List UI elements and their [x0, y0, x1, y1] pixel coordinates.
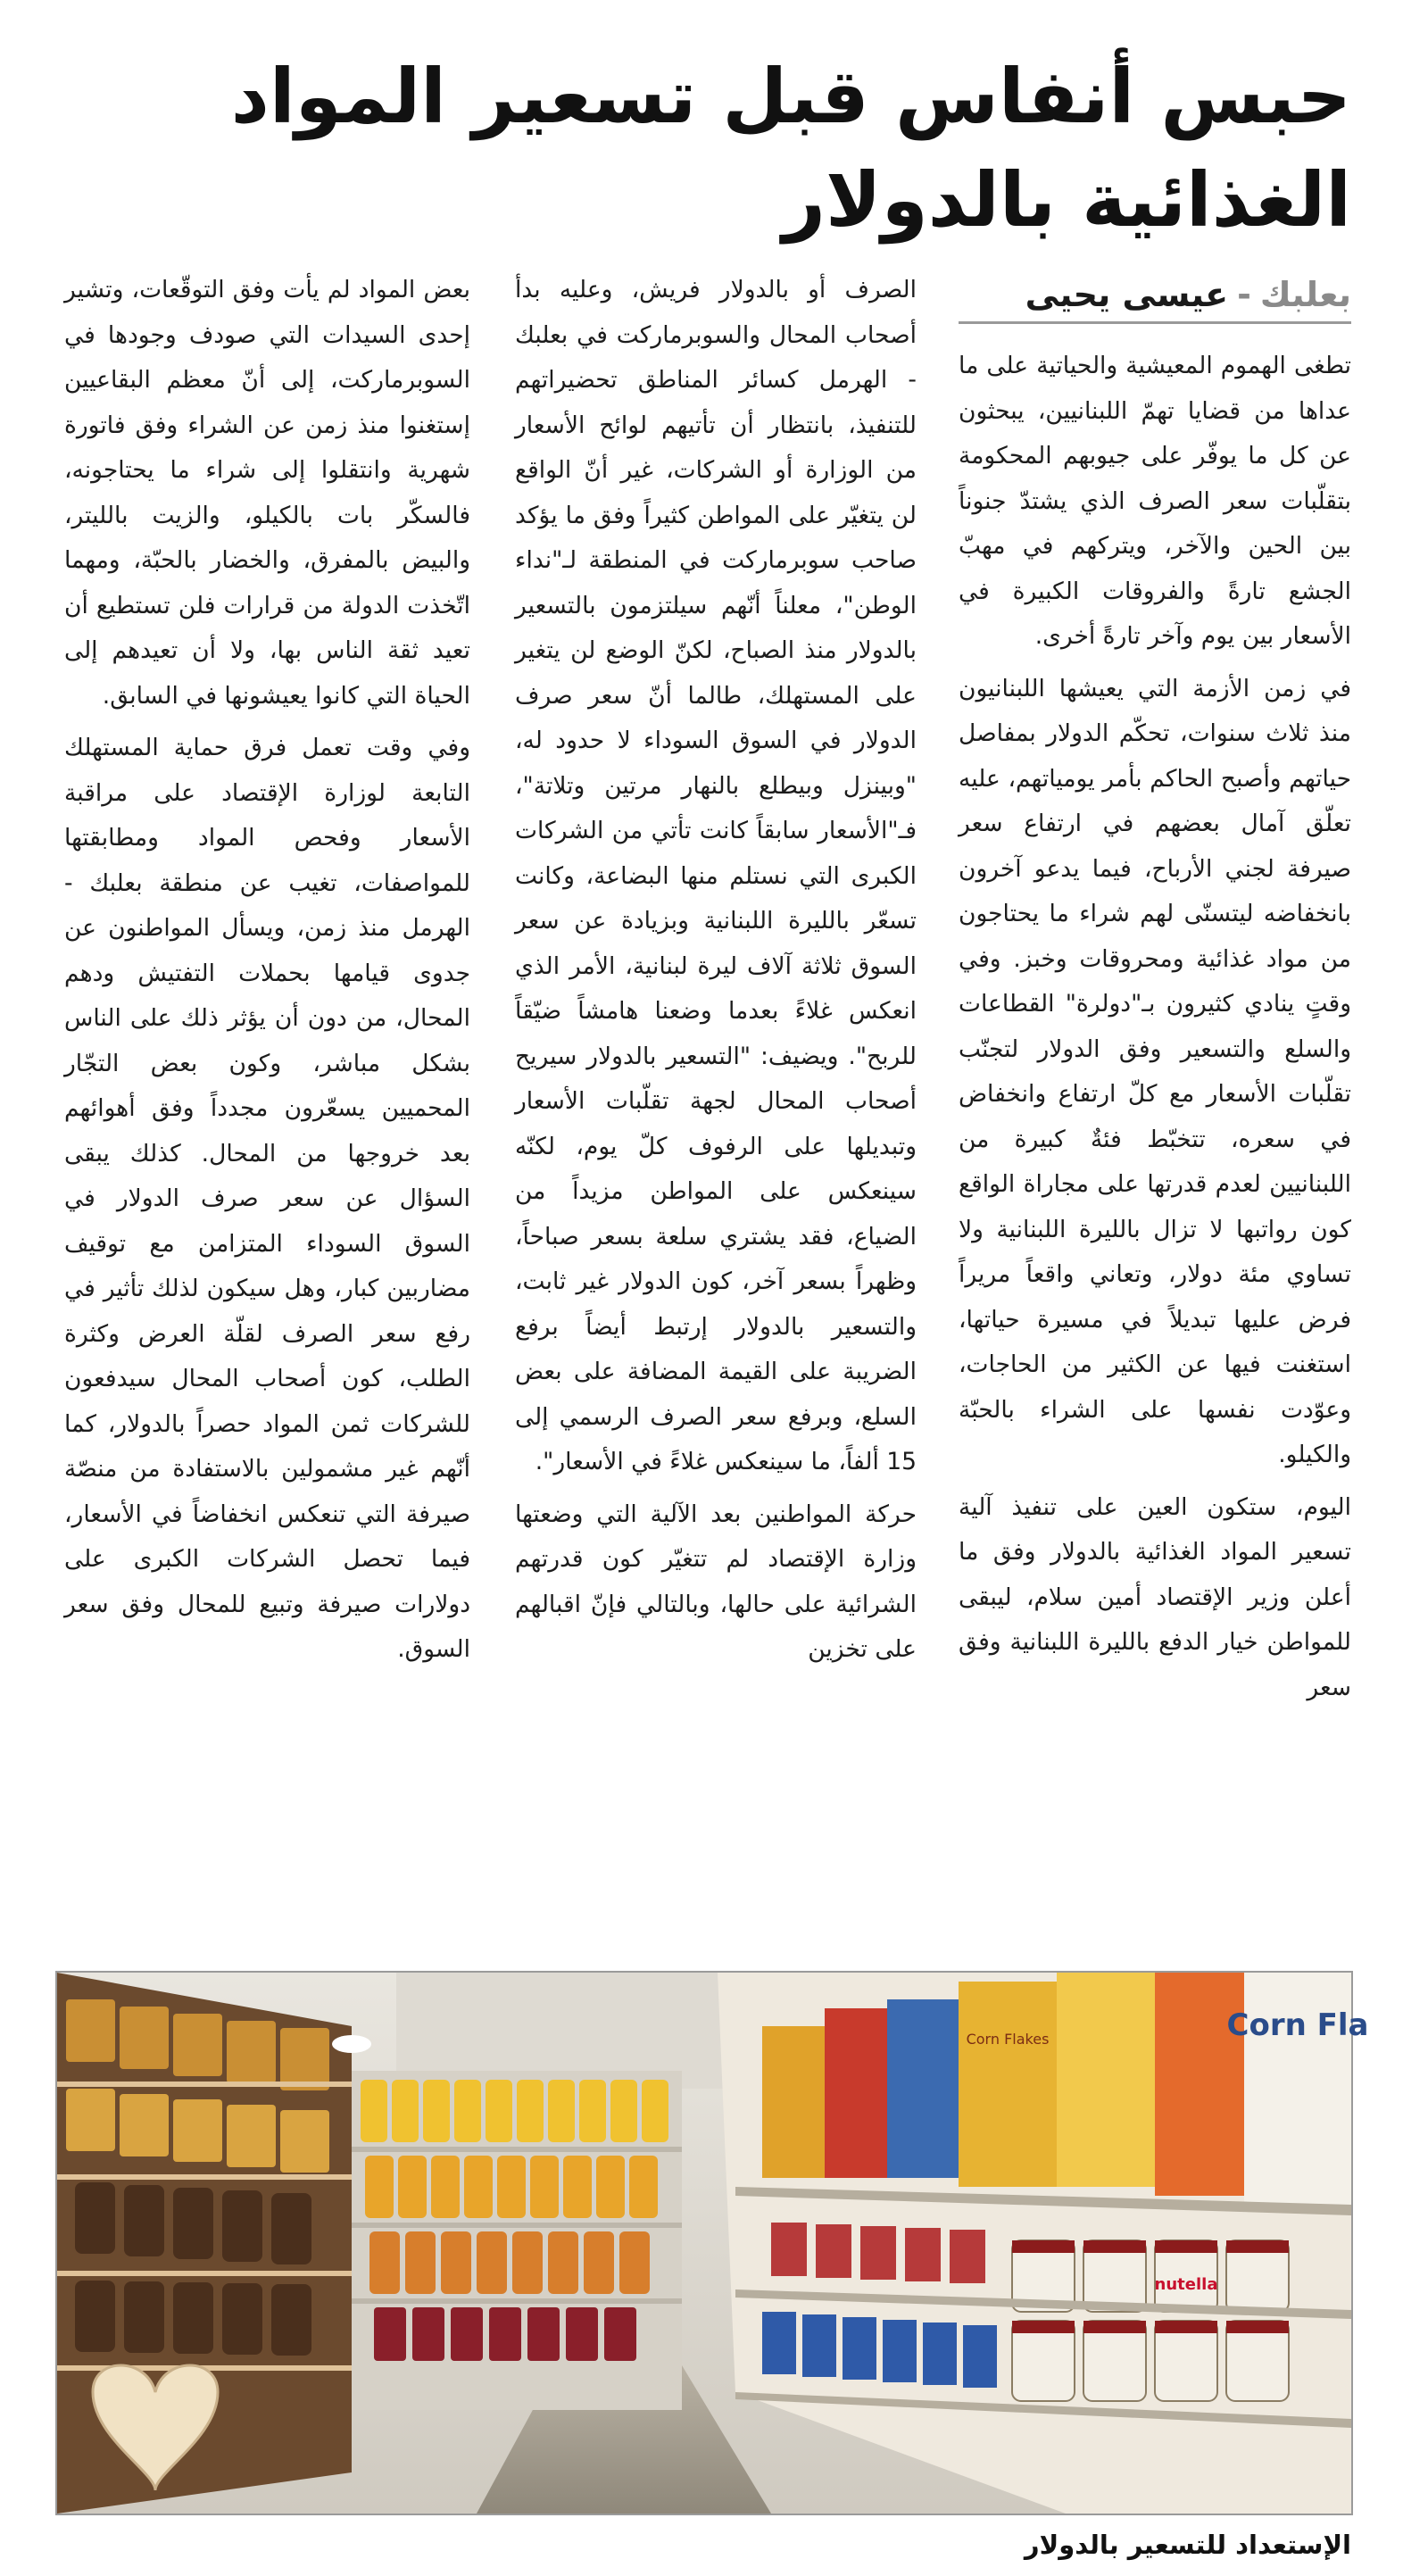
paragraph: تطغى الهموم المعيشية والحياتية على ما عداها من قضايا تهمّ اللبنانيين، يبحثون عن كل ما يوفّر على جيوبهم المحكومة بتقلّبات سعر الصرف الذي يشتدّ جنوناً بين الحين والآخر، ويتركهم في مهبّ الجشع تارةً والفروقات الكبيرة في الأسعار بين يوم وآخر تارةً أخرى. — [959, 352, 1351, 650]
article-column-3 — [64, 268, 470, 1932]
byline-separator: - — [1237, 275, 1251, 314]
article-column-1 — [959, 344, 1351, 1932]
supermarket-photo — [55, 1971, 1369, 2515]
byline — [959, 268, 1351, 324]
headline-line-2: الغذائية بالدولار — [782, 156, 1351, 244]
paragraph: الصرف أو بالدولار فريش، وعليه بدأ أصحاب المحال والسوبرماركت في بعلبك - الهرمل كسائر المناطق تحضيراتهم للتنفيذ، بانتظار أن تأتيهم لوائح الأسعار من الوزارة أو الشركات، غير أنّ الواقع لن يتغيّر على المواطن كثيراً وفق ما يؤكد صاحب سوبرماركت في المنطقة لـ"نداء الوطن"، معلناً أنّهم سيلتزمون بالتسعير بالدولار منذ الصباح، لكنّ الوضع لن يتغير على المستهلك، طالما أنّ سعر صرف الدولار في السوق السوداء لا حدود له، "وبينزل وبيطلع بالنهار مرتين وتلاتة"، فـ"الأسعار سابقاً كانت تأتي من الشركات الكبرى التي نستلم منها البضاعة، وكانت تسعّر بالليرة اللبنانية وبزيادة عن سعر السوق ثلاثة آلاف ليرة لبنانية، الأمر الذي انعكس غلاءً بعدما وضعنا هامشاً ضيّقاً للربح". ويضيف: "التسعير بالدولار سيريح أصحاب المحال لجهة تقلّبات الأسعار وتبديلها على الرفوف كلّ يوم، لكنّه سينعكس على المواطن مزيداً من الضياع، فقد يشتري سلعة بسعر صباحاً، وظهراً بسعر آخر، كون الدولار غير ثابت، والتسعير بالدولار إرتبط أيضاً برفع الضريبة على القيمة المضافة على بعض السلع، وبرفع سعر الصرف الرسمي إلى 15 ألفاً، ما سينعكس غلاءً في الأسعار". — [515, 276, 917, 1475]
paragraph: بعض المواد لم يأت وفق التوقّعات، وتشير إحدى السيدات التي صودف وجودها في السوبرماركت، إلى أنّ معظم البقاعيين إستغنوا منذ زمن عن الشراء وفق فاتورة شهرية وانتقلوا إلى شراء ما يحتاجونه، فالسكّر بات بالكيلو، والزيت بالليتر، والبيض بالمفرق، والخضار بالحبّة، ومهما اتّخذت الدولة من قرارات فلن تستطيع أن تعيد ثقة الناس بها، ولا أن تعيدهم إلى الحياة التي كانوا يعيشونها في السابق. — [64, 276, 470, 710]
paragraph: في زمن الأزمة التي يعيشها اللبنانيون منذ ثلاث سنوات، تحكّم الدولار بمفاصل حياتهم وأصبح الحاكم بأمر يومياتهم، عليه تعلّق آمال بعضهم في ارتفاع سعر صيرفة لجني الأرباح، فيما يدعو آخرون بانخفاضه ليتسنّى لهم شراء ما يحتاجون من مواد غذائية ومحروقات وخبز. وفي وقتٍ ينادي كثيرون بـ"دولرة" القطاعات والسلع والتسعير وفق الدولار لتجنّب تقلّبات الأسعار مع كلّ ارتفاع وانخفاض في سعره، تتخبّط فئةٌ كبيرة من اللبنانيين لعدم قدرتها على مجاراة الواقع كون رواتبها لا تزال بالليرة اللبنانية ولا تساوي مئة دولار، وتعاني واقعاً مريراً فرض عليها تبديلاً في مسيرة حياتها، استغنت فيها عن الكثير من الحاجات، وعوّدت نفسها على الشراء بالحبّة والكيلو. — [959, 674, 1351, 1468]
photo-caption: الإستعداد للتسعير بالدولار — [1024, 2530, 1351, 2560]
byline-place: بعلبك — [1259, 275, 1351, 314]
byline-author: عيسى يحيى — [1025, 275, 1229, 314]
headline-line-1: حبس أنفاس قبل تسعير المواد — [230, 53, 1351, 140]
supermarket-aisle-illustration — [57, 1973, 1369, 2514]
paragraph: حركة المواطنين بعد الآلية التي وضعتها وزارة الإقتصاد لم تتغيّر كون قدرتهم الشرائية على حالها، وبالتالي فإنّ اقبالهم على تخزين — [515, 1500, 917, 1663]
paragraph: وفي وقت تعمل فرق حماية المستهلك التابعة لوزارة الإقتصاد على مراقبة الأسعار وفحص المواد ومطابقتها للمواصفات، تغيب عن منطقة بعلبك - الهرمل منذ زمن، ويسأل المواطنون عن جدوى قيامها بحملات التفتيش ودهم المحال، من دون أن يؤثر ذلك على الناس بشكل مباشر، وكون بعض التجّار المحميين يسعّرون مجدداً وفق أهوائهم بعد خروجها من المحال. كذلك يبقى السؤال عن سعر صرف الدولار في السوق السوداء المتزامن مع توقيف مضاربين كبار، وهل سيكون لذلك تأثير في رفع سعر الصرف لقلّة العرض وكثرة الطلب، كون أصحاب المحال سيدفعون للشركات ثمن المواد حصراً بالدولار، كما أنّهم غير مشمولين بالاستفادة من منصّة صيرفة التي تنعكس انخفاضاً في الأسعار، فيما تحصل الشركات الكبرى على دولارات صيرفة وتبيع للمحال وفق سعر السوق. — [64, 734, 470, 1663]
article-headline — [191, 45, 1351, 252]
cereal-box-label: Corn Fla — [1226, 2007, 1369, 2043]
spread-jar-label: nutella — [1154, 2275, 1218, 2294]
article-column-2 — [515, 268, 917, 1932]
cereal-label: Corn Flakes — [966, 2031, 1050, 2048]
paragraph: اليوم، ستكون العين على تنفيذ آلية تسعير المواد الغذائية بالدولار وفق ما أعلن وزير الإقتصاد أمين سلام، ليبقى للمواطن خيار الدفع بالليرة اللبنانية وفق سعر — [959, 1492, 1351, 1701]
